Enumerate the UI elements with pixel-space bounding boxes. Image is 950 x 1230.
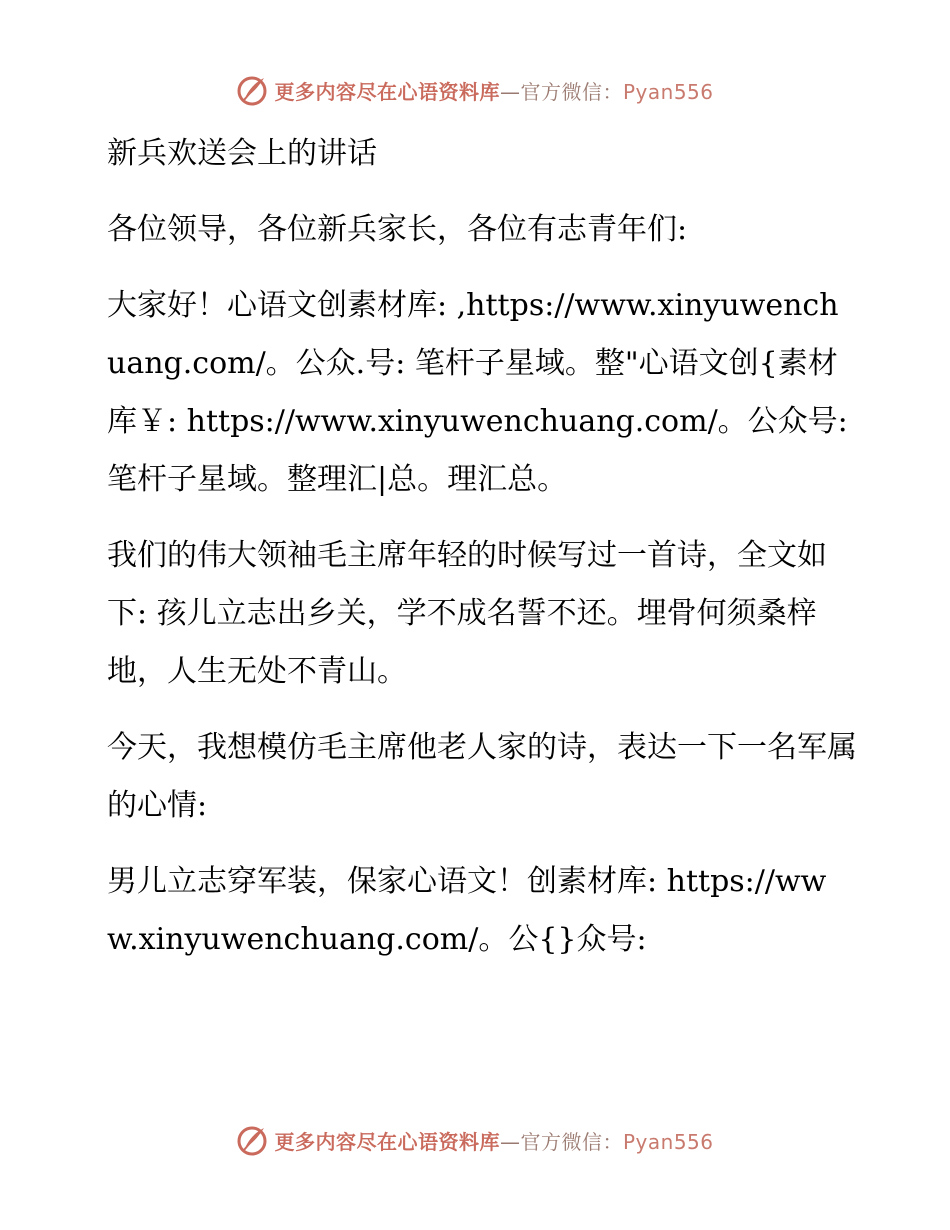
banner-wechat-id: Pyan556 xyxy=(622,1129,714,1154)
banner-wechat-id: Pyan556 xyxy=(622,79,714,104)
paragraph-2: 我们的伟大领袖毛主席年轻的时候写过一首诗，全文如下: 孩儿立志出乡关，学不成名誓不还。埋骨何须桑梓地，人生无处不青山。 xyxy=(107,538,827,689)
banner-text xyxy=(274,1126,713,1155)
banner-wechat-label: 官方微信： xyxy=(520,1129,623,1154)
banner-main-text: 更多内容尽在心语资料库 xyxy=(274,1129,500,1154)
banner-dash: — xyxy=(499,79,521,104)
paragraph-1: 大家好！心语文创素材库: ,https://www.xinyuwenchuang.com/。公众.号: 笔杆子星域。整"心语文创{素材库￥: https://www.xinyuwenchuang.com/。公众号: 笔杆子星域。整理汇|总。理汇总。 xyxy=(107,288,848,497)
feather-quill-icon xyxy=(236,1124,268,1156)
paragraph-3: 今天，我想模仿毛主席他老人家的诗，表达一下一名军属的心情: xyxy=(107,730,857,823)
banner-main-text: 更多内容尽在心语资料库 xyxy=(274,79,500,104)
banner-dash: — xyxy=(499,1129,521,1154)
header-banner xyxy=(0,72,950,108)
greeting: 各位领导，各位新兵家长，各位有志青年们: xyxy=(107,212,688,247)
footer-banner xyxy=(0,1122,950,1158)
banner-text xyxy=(274,76,713,105)
banner-wechat-label: 官方微信： xyxy=(520,79,623,104)
document-body xyxy=(97,125,857,987)
feather-quill-icon xyxy=(236,74,268,106)
paragraph-4: 男儿立志穿军装，保家心语文！创素材库: https://www.xinyuwenchuang.com/。公{}众号: xyxy=(107,864,827,957)
document-title: 新兵欢送会上的讲话 xyxy=(107,136,377,171)
